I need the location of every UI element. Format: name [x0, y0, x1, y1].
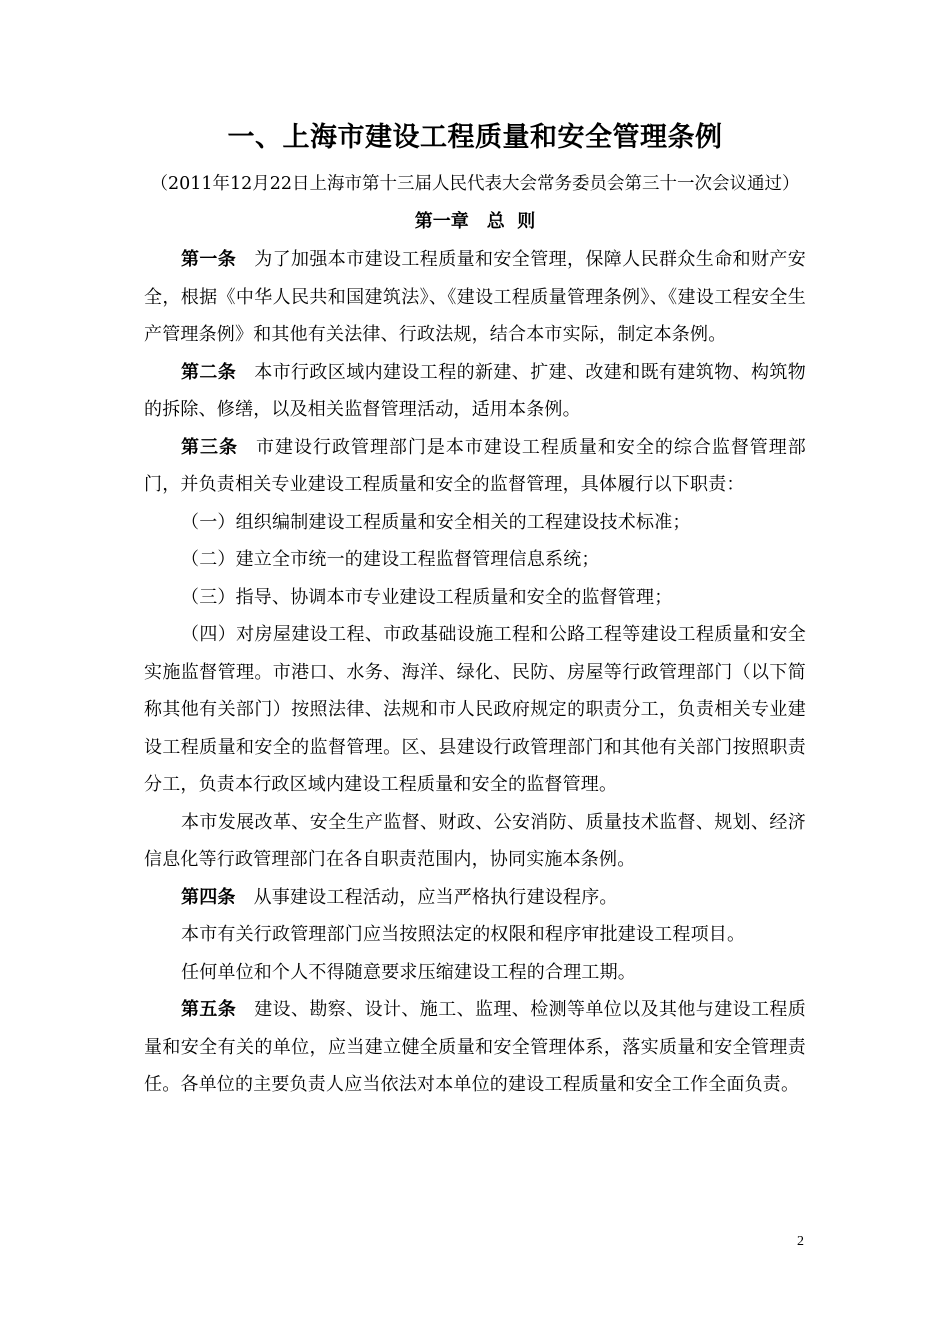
article-text: （一）组织编制建设工程质量和安全相关的工程建设技术标准； [181, 511, 691, 533]
article-paragraph [144, 916, 806, 954]
article-paragraph [144, 541, 806, 579]
article-text: 从事建设工程活动，应当严格执行建设程序。 [253, 886, 618, 908]
article-text: 市建设行政管理部门是本市建设工程质量和安全的综合监督管理部门，并负责相关专业建设工程质量和安全的监督管理，具体履行以下职责： [144, 436, 806, 495]
article-number: 第四条 [181, 886, 236, 908]
article-paragraph [144, 616, 806, 804]
article-text: 本市有关行政管理部门应当按照法定的权限和程序审批建设工程项目。 [181, 924, 746, 945]
article-number: 第一条 [181, 249, 237, 270]
article-text: （四）对房屋建设工程、市政基础设施工程和公路工程等建设工程质量和安全实施监督管理。市港口、水务、海洋、绿化、民防、房屋等行政管理部门（以下简称其他有关部门）按照法律、法规和市人民政府规定的职责分工，负责相关专业建设工程质量和安全的监督管理。区、县建设行政管理部门和其他有关部门按照职责分工，负责本行政区域内建设工程质量和安全的监督管理。 [144, 624, 806, 795]
article-paragraph [144, 579, 806, 617]
article-paragraph [144, 804, 806, 879]
document-subtitle: （2011年12月22日上海市第十三届人民代表大会常务委员会第三十一次会议通过） [150, 174, 800, 194]
article-list [144, 241, 806, 1104]
article-text: （三）指导、协调本市专业建设工程质量和安全的监督管理； [181, 586, 673, 608]
article-text: 本市行政区域内建设工程的新建、扩建、改建和既有建筑物、构筑物的拆除、修缮，以及相关监督管理活动，适用本条例。 [144, 361, 806, 420]
article-paragraph [144, 504, 806, 542]
article-number: 第三条 [181, 436, 238, 458]
article-paragraph [144, 241, 806, 354]
article-paragraph [144, 879, 806, 917]
article-number: 第二条 [181, 361, 237, 383]
article-text: 本市发展改革、安全生产监督、财政、公安消防、质量技术监督、规划、经济信息化等行政管理部门在各自职责范围内，协同实施本条例。 [144, 811, 806, 870]
article-text: 建设、勘察、设计、施工、监理、检测等单位以及其他与建设工程质量和安全有关的单位，应当建立健全质量和安全管理体系，落实质量和安全管理责任。各单位的主要负责人应当依法对本单位的建设工程质量和安全工作全面负责。 [144, 999, 806, 1095]
page-number: 2 [797, 1234, 804, 1249]
article-text: 为了加强本市建设工程质量和安全管理，保障人民群众生命和财产安全，根据《中华人民共和国建筑法》、《建设工程质量管理条例》、《建设工程安全生产管理条例》和其他有关法律、行政法规，结合本市实际，制定本条例。 [144, 249, 806, 345]
article-paragraph [144, 354, 806, 429]
page-content [144, 118, 806, 1104]
document-title: 一、上海市建设工程质量和安全管理条例 [227, 122, 723, 153]
article-text: 任何单位和个人不得随意要求压缩建设工程的合理工期。 [181, 961, 636, 983]
article-number: 第五条 [181, 999, 237, 1020]
article-paragraph [144, 954, 806, 992]
article-text: （二）建立全市统一的建设工程监督管理信息系统； [181, 549, 600, 570]
article-paragraph [144, 991, 806, 1104]
chapter-heading: 第一章 总 则 [414, 211, 536, 232]
article-paragraph [144, 429, 806, 504]
